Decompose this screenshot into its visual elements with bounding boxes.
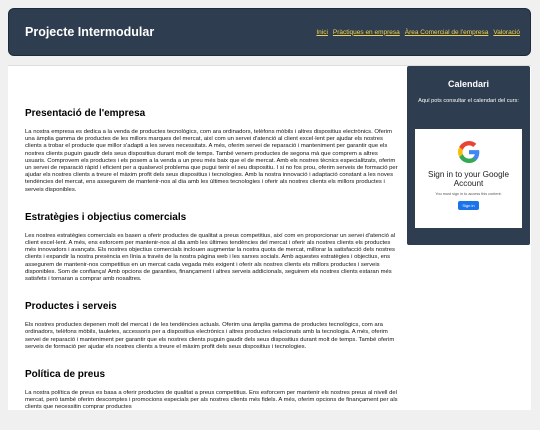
section-title-productes: Productes i serveis [25, 301, 117, 313]
section-title-estrategies: Estratègies i objectius comercials [25, 211, 187, 223]
nav-link-practiques[interactable]: Pràctiques en empresa [332, 28, 400, 36]
nav-link-inici[interactable]: Inici [316, 28, 328, 36]
section-text-presentacio: La nostra empresa es dedica a la venda de productes tecnològics, com ara ordinadors, telèfons mòbils i altres dispositius electrònics. Oferim una àmplia gamma de productes de les millors marques del mercat, així com un servei d'atenció al client excel·lent per ajudar els nostres clients a trobar el producte que millor s'adapti a les seves necessitats. A més, oferim servei de reparació i manteniment per garantir que els nostres clients puguin gaudir dels seus dispositius durant molt de temps. També venem productes de segona mà que comprem a altres usuaris. Comprovem els productes i els posem a la venda a un preu més baix que el de mercat. Amb els nostres tècnics especialitzats, oferim un servei de reparació ràpid i eficient per a qualsevol problema que pugui tenir el seu dispositiu. I si no fos prou, oferim serveis de formació per ajudar els nostres clients a treure el màxim profit dels seus dispositius i tecnologies. Amb la nostra innovació i adaptació constant a les noves tendències del mercat, ens assegurem de mantenir-nos al dia amb les últimes tecnologies i oferir als nostres clients els millors productes i serveis disponibles. [25, 129, 398, 193]
sidebar-description: Aquí pots consultar el calendari del curs: [418, 98, 519, 104]
google-calendar-embed[interactable] [415, 129, 522, 228]
section-text-productes: Els nostres productes depenen molt del mercat i de les tendències actuals. Oferim una àmplia gamma de productes tecnològics, com ara ordinadors, telèfons mòbils, tauletes, accessoris per a dispositius electrònics i altres productes relacionats amb la tecnologia. A més, oferim servei de reparació i manteniment per garantir que els nostres clients puguin gaudir dels seus dispositius durant molt de temps. També oferim serveis de formació per ajudar els nostres clients a treure el màxim profit dels seus dispositius i tecnologies. [25, 322, 395, 350]
section-title-preus: Política de preus [25, 369, 106, 381]
section-text-estrategies: Les nostres estratègies comercials es basen a oferir productes de qualitat a preus competitius, així com en proporcionar un servei d'atenció al client excel·lent. A més, ens esforcem per mantenir-nos al dia amb les últimes tendències del mercat i oferir als nostres clients els productes més innovadors i avançats. Els nostres objectius comercials inclouen augmentar la nostra quota de mercat, millorar la satisfacció dels nostres clients i expandir la nostra presència en línia a través de la nostra pàgina web i les xarxes socials. Amb aquestes estratègies i objectius, ens assegurem de mantenir-nos competitius en un mercat cada vegada més exigent i oferir als nostres clients els millors productes i serveis disponibles. Som de confiança! Amb opcions de garanties, finançament i altres serveis addicionals, seguirem els nostres clients estaran més satisfets i tornaran a comprar amb nosaltres. [25, 232, 396, 283]
nav-link-valoracio[interactable]: Valoració [493, 28, 520, 36]
calendar-sidebar [407, 66, 530, 245]
site-title: Projecte Intermodular [25, 25, 155, 39]
site-header [8, 8, 531, 56]
google-signin-button[interactable]: Sign in [458, 201, 478, 210]
nav-link-area-comercial[interactable]: Àrea Comercial de l'empresa [404, 28, 489, 36]
section-title-presentacio: Presentació de l'empresa [25, 108, 146, 119]
main-nav [316, 29, 520, 36]
google-signin-note: You must sign in to access this content. [435, 192, 502, 196]
google-logo-icon [458, 141, 480, 163]
google-signin-heading: Sign in to your Google Account [427, 170, 509, 188]
section-text-preus: La nostra política de preus es basa a oferir productes de qualitat a preus competitius. Ens esforcem per mantenir els nostres preus al nivell del mercat, però també oferim descomptes i promocions especials per als nostres clients més fidels. A més, oferim opcions de finançament per als clients que necessitin comprar productes [25, 390, 398, 411]
sidebar-title: Calendari [447, 79, 489, 89]
main-column [25, 80, 400, 430]
